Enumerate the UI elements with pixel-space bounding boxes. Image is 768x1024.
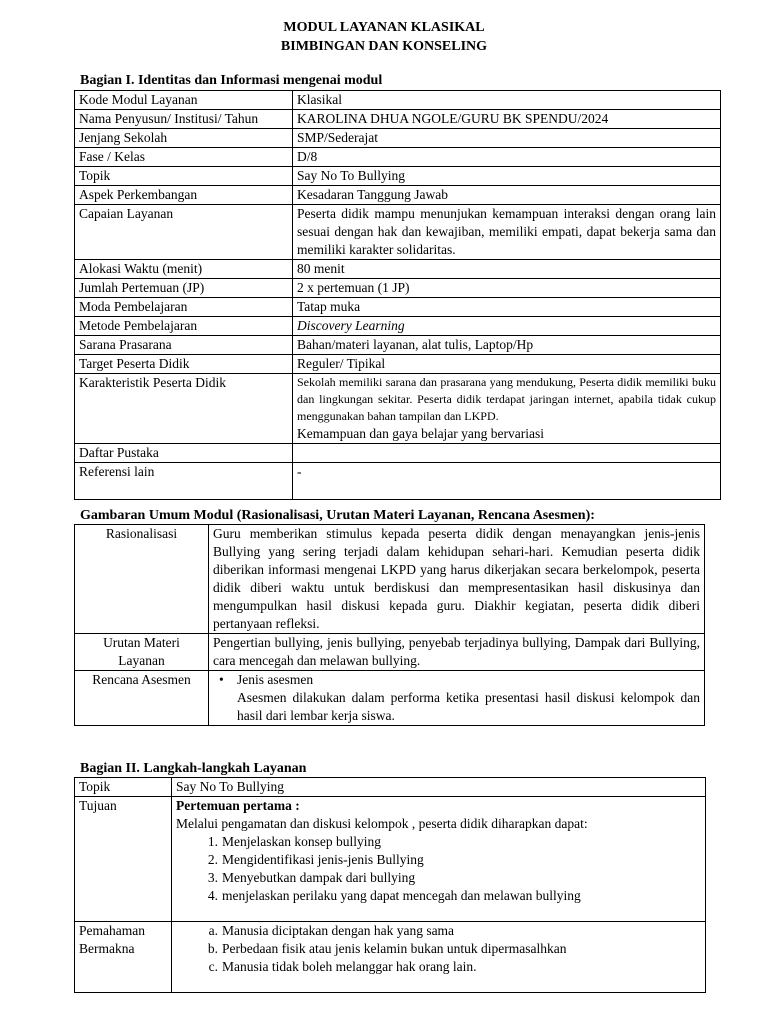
identity-label: Moda Pembelajaran xyxy=(75,298,293,317)
table-row xyxy=(75,167,721,186)
tujuan-list xyxy=(176,833,701,905)
list-text: Mengidentifikasi jenis-jenis Bullying xyxy=(222,852,424,867)
identity-value: Peserta didik mampu menunjukan kemampuan interaksi dengan orang lain sesuai dengan hak dan kewajiban, memiliki empati, dapat bekerja sama dan memiliki karakter solidaritas. xyxy=(293,205,721,260)
table-row xyxy=(75,298,721,317)
table-row xyxy=(75,317,721,336)
identity-value-text: Discovery Learning xyxy=(297,318,405,333)
identity-value: Bahan/materi layanan, alat tulis, Laptop/Hp xyxy=(293,336,721,355)
tujuan-intro: Melalui pengamatan dan diskusi kelompok , peserta didik diharapkan dapat: xyxy=(176,816,588,831)
table-row xyxy=(75,444,721,463)
identity-label: Nama Penyusun/ Institusi/ Tahun xyxy=(75,110,293,129)
list-text: Manusia diciptakan dengan hak yang sama xyxy=(222,923,455,938)
identity-label: Referensi lain xyxy=(75,463,293,500)
doc-title-line2: BIMBINGAN DAN KONSELING xyxy=(280,39,488,54)
list-marker: 2. xyxy=(207,852,218,867)
identity-table xyxy=(74,90,721,500)
table-row xyxy=(75,463,721,500)
list-marker: 4. xyxy=(207,888,218,903)
table-row xyxy=(75,260,721,279)
identity-label: Daftar Pustaka xyxy=(75,444,293,463)
identity-label: Kode Modul Layanan xyxy=(75,91,293,110)
section2-heading: Bagian II. Langkah-langkah Layanan xyxy=(80,761,307,776)
list-text: menjelaskan perilaku yang dapat mencegah dan melawan bullying xyxy=(222,888,581,903)
list-marker: 1. xyxy=(207,834,218,849)
bullet-dot: • xyxy=(219,672,224,687)
list-item xyxy=(176,958,701,976)
pemahaman-list xyxy=(176,922,701,976)
tujuan-heading: Pertemuan pertama : xyxy=(176,798,300,813)
steps-pemahaman-cell xyxy=(172,922,706,993)
list-text: Menjelaskan konsep bullying xyxy=(222,834,381,849)
table-row xyxy=(75,279,721,298)
steps-topik-value: Say No To Bullying xyxy=(172,778,706,797)
asesmen-head: Jenis asesmen xyxy=(237,672,314,687)
identity-label: Karakteristik Peserta Didik xyxy=(75,374,293,444)
asesmen-cell xyxy=(209,671,705,726)
table-row xyxy=(75,922,706,993)
identity-label: Capaian Layanan xyxy=(75,205,293,260)
identity-value: 2 x pertemuan (1 JP) xyxy=(293,279,721,298)
list-item xyxy=(176,869,701,887)
general-heading: Gambaran Umum Modul (Rasionalisasi, Urutan Materi Layanan, Rencana Asesmen): xyxy=(80,508,595,523)
identity-label: Topik xyxy=(75,167,293,186)
list-item xyxy=(176,887,701,905)
identity-value: Klasikal xyxy=(293,91,721,110)
identity-value: Kesadaran Tanggung Jawab xyxy=(293,186,721,205)
identity-value: - xyxy=(293,463,721,500)
identity-label: Sarana Prasarana xyxy=(75,336,293,355)
identity-value: Tatap muka xyxy=(293,298,721,317)
identity-value-text: Kemampuan dan gaya belajar yang bervariasi xyxy=(297,426,545,441)
asesmen-body: Asesmen dilakukan dalam performa ketika presentasi hasil diskusi kelompok dan hasil dari lembar kerja siswa. xyxy=(237,690,700,723)
table-row xyxy=(75,797,706,922)
table-row xyxy=(75,634,705,671)
general-table xyxy=(74,524,705,726)
doc-title-line1: MODUL LAYANAN KLASIKAL xyxy=(283,20,485,35)
identity-value xyxy=(293,444,721,463)
identity-value xyxy=(293,374,721,444)
list-text: Manusia tidak boleh melanggar hak orang lain. xyxy=(222,959,477,974)
steps-table xyxy=(74,777,706,993)
identity-value xyxy=(293,317,721,336)
table-row xyxy=(75,205,721,260)
identity-label: Metode Pembelajaran xyxy=(75,317,293,336)
identity-label: Target Peserta Didik xyxy=(75,355,293,374)
identity-value: Reguler/ Tipikal xyxy=(293,355,721,374)
table-row xyxy=(75,186,721,205)
identity-value: 80 menit xyxy=(293,260,721,279)
table-row xyxy=(75,336,721,355)
identity-value: KAROLINA DHUA NGOLE/GURU BK SPENDU/2024 xyxy=(293,110,721,129)
list-marker: b. xyxy=(207,941,218,956)
asesmen-label: Rencana Asesmen xyxy=(75,671,209,726)
identity-value-text: Sekolah memiliki sarana dan prasarana yang mendukung, Peserta didik memiliki buku dan lingkungan sekitar. Peserta didik terdapat jaringan internet, apabila tidak cukup menggunakan bahan tampilan dan LKPD. xyxy=(297,375,716,423)
steps-tujuan-cell xyxy=(172,797,706,922)
asesmen-bullet-item xyxy=(213,671,700,725)
rasionalisasi-label: Rasionalisasi xyxy=(75,525,209,634)
list-item xyxy=(176,940,701,958)
steps-pemahaman-label: Pemahaman Bermakna xyxy=(75,922,172,993)
steps-tujuan-label: Tujuan xyxy=(75,797,172,922)
identity-label: Jenjang Sekolah xyxy=(75,129,293,148)
table-row xyxy=(75,671,705,726)
identity-value: SMP/Sederajat xyxy=(293,129,721,148)
identity-value: Say No To Bullying xyxy=(293,167,721,186)
identity-value: D/8 xyxy=(293,148,721,167)
list-marker: a. xyxy=(208,923,218,938)
list-marker: c. xyxy=(208,959,218,974)
table-row xyxy=(75,91,721,110)
list-item xyxy=(176,922,701,940)
section1-heading: Bagian I. Identitas dan Informasi mengenai modul xyxy=(80,73,383,88)
identity-label: Aspek Perkembangan xyxy=(75,186,293,205)
urutan-text: Pengertian bullying, jenis bullying, penyebab terjadinya bullying, Dampak dari Bullying, cara mencegah dan melawan bullying. xyxy=(209,634,705,671)
identity-label: Fase / Kelas xyxy=(75,148,293,167)
list-item xyxy=(176,833,701,851)
identity-label: Alokasi Waktu (menit) xyxy=(75,260,293,279)
rasionalisasi-text: Guru memberikan stimulus kepada peserta didik dengan menayangkan jenis-jenis Bullying yang sering terjadi dalam kehidupan sehari-hari. Kemudian peserta didik diberikan informasi mengenai LKPD yang harus dikerjakan secara berkelompok, peserta didik diberi waktu untuk berdiskusi dan mempresentasikan hasil diskusinya dan mengumpulkan hasil diskusi kepada guru. Diakhir kegiatan, peserta didik diberi pertanyaan refleksi. xyxy=(209,525,705,634)
table-row xyxy=(75,148,721,167)
table-row xyxy=(75,355,721,374)
table-row xyxy=(75,374,721,444)
steps-topik-label: Topik xyxy=(75,778,172,797)
list-text: Menyebutkan dampak dari bullying xyxy=(222,870,416,885)
urutan-label: Urutan Materi Layanan xyxy=(75,634,209,671)
list-marker: 3. xyxy=(207,870,218,885)
table-row xyxy=(75,110,721,129)
table-row xyxy=(75,129,721,148)
list-item xyxy=(176,851,701,869)
table-row xyxy=(75,525,705,634)
list-text: Perbedaan fisik atau jenis kelamin bukan untuk dipermasalhkan xyxy=(222,941,567,956)
table-row xyxy=(75,778,706,797)
identity-label: Jumlah Pertemuan (JP) xyxy=(75,279,293,298)
